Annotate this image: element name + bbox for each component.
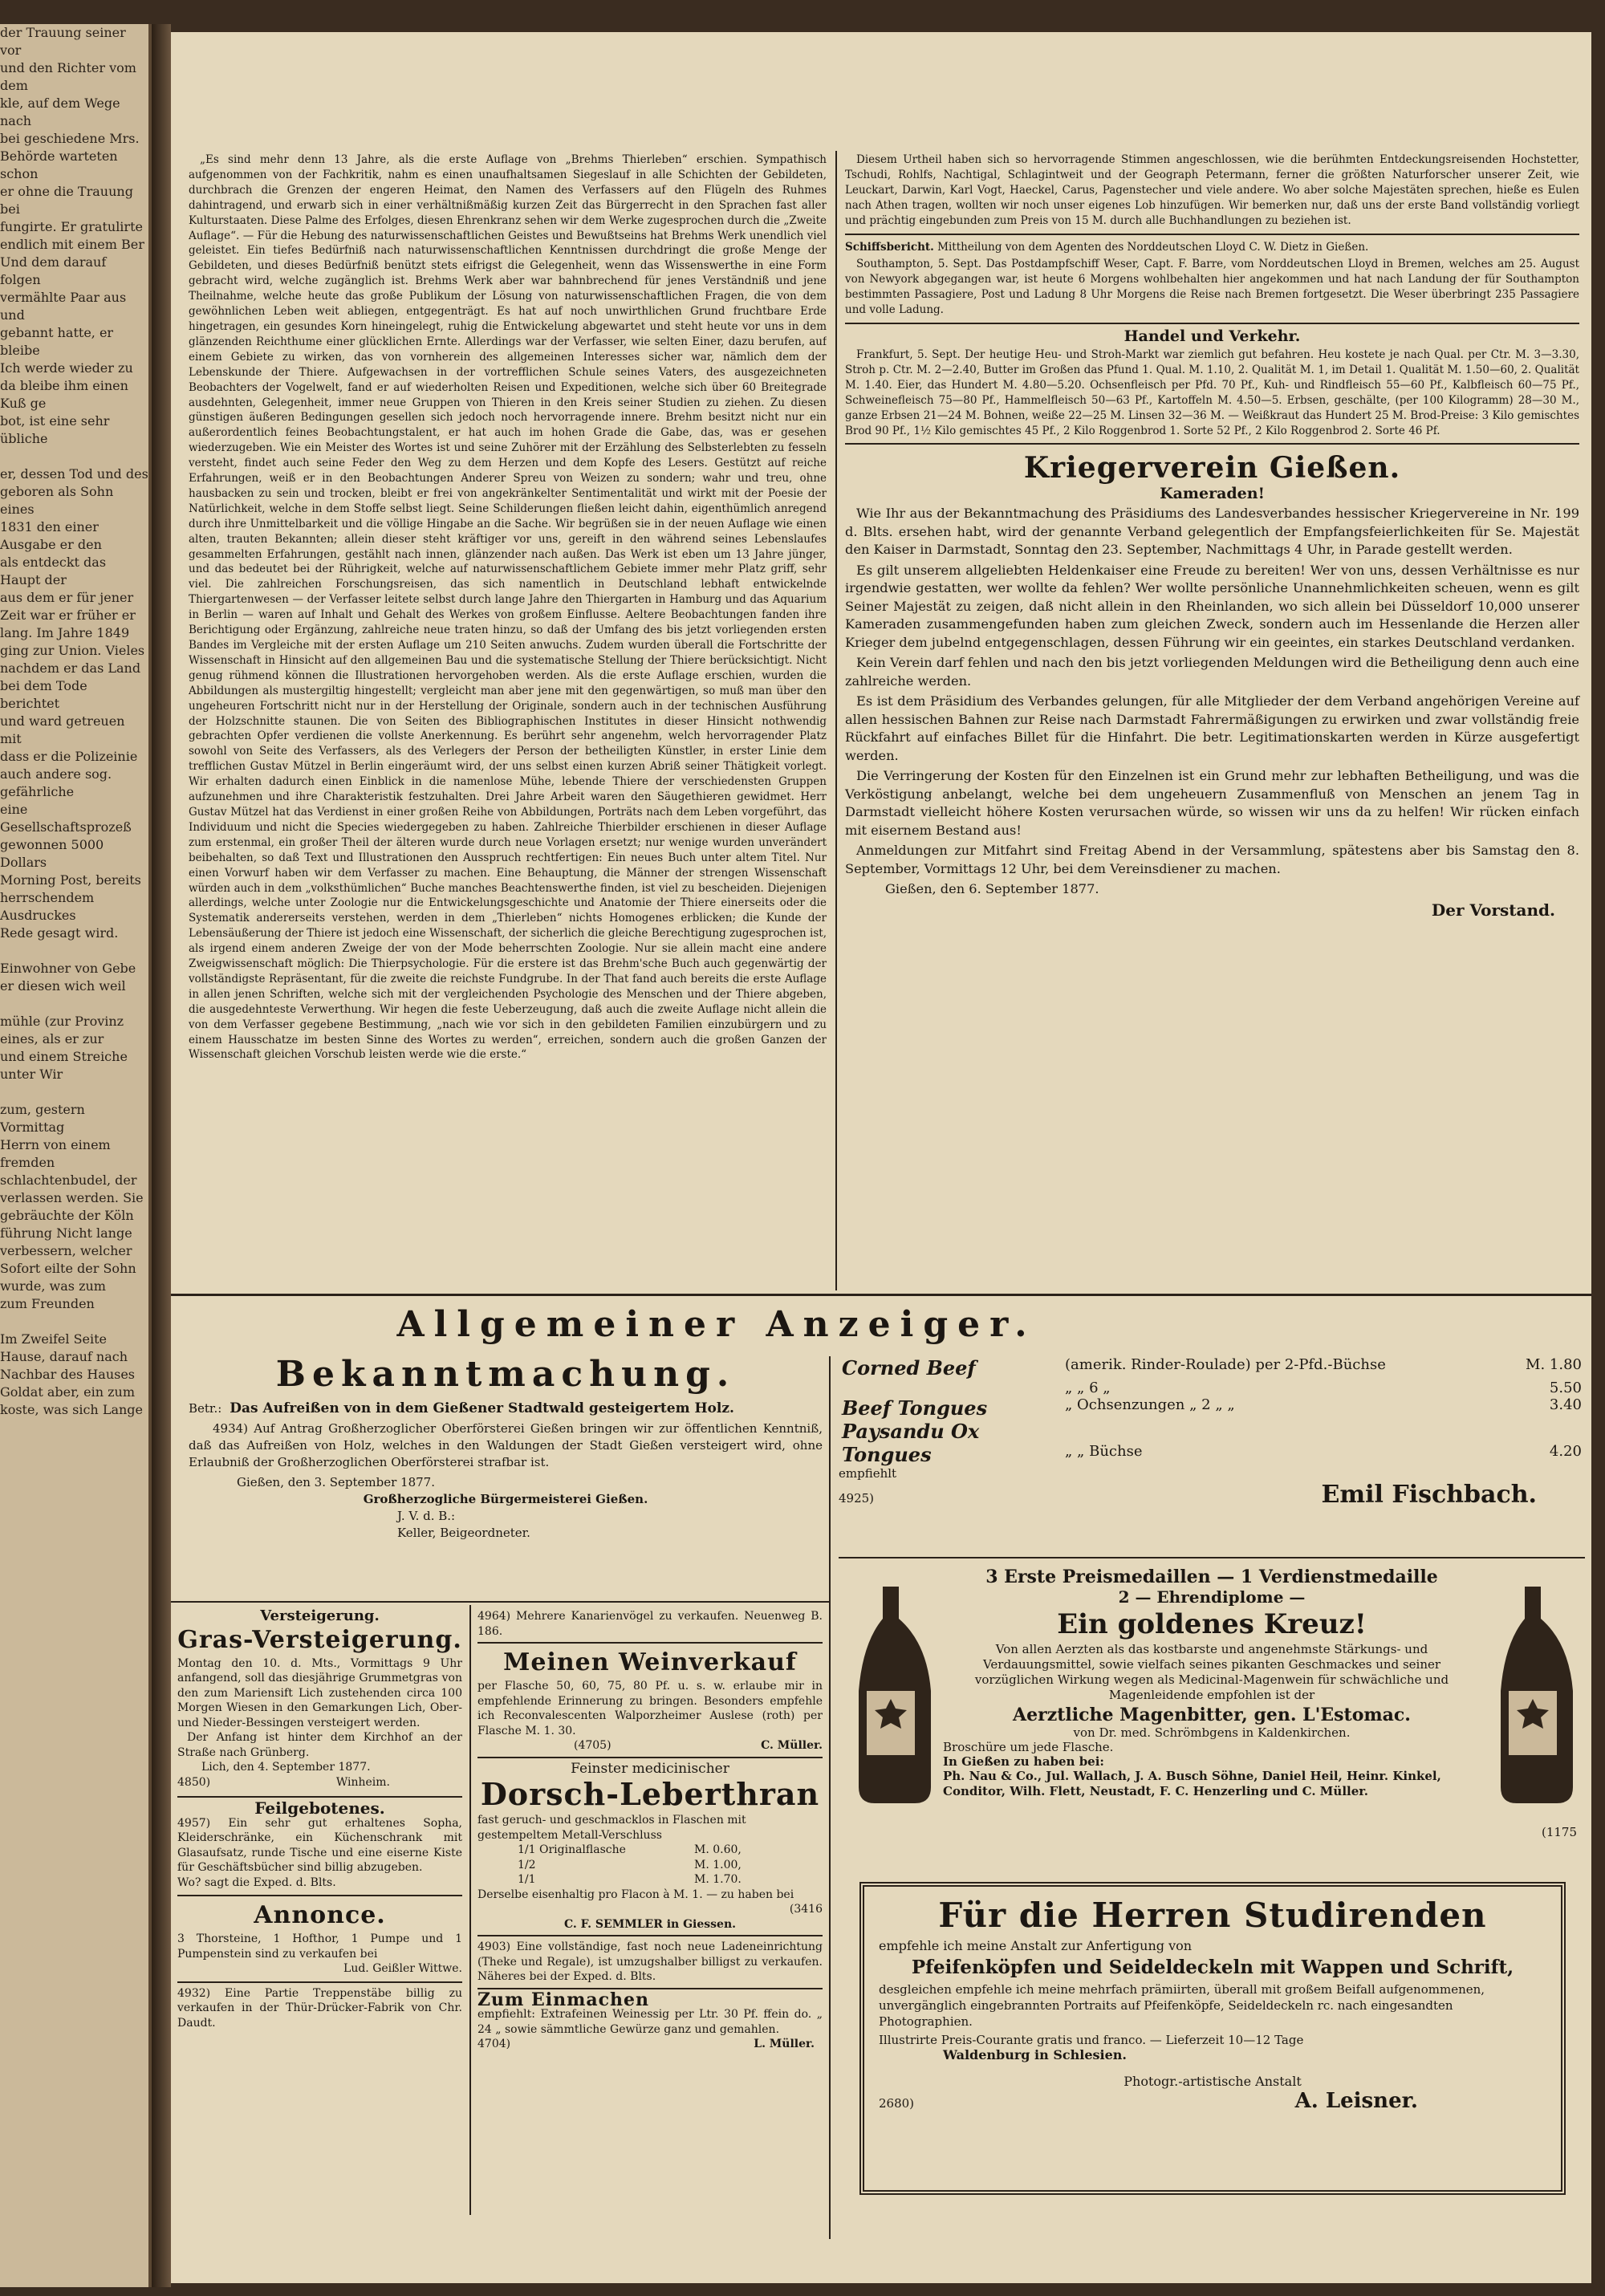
golden-cross-description: Von allen Aerzten als das kostbarste und angenehmste Stärkungs- und Verdauungsmittel, sowie vielfach seines pikanten Geschmackes und seiner vorzüglichen Wirkung wegen als Medicinal-Magenwein für schwächliche und Magenleidende empfohlen ist der [974, 1642, 1449, 1702]
left-page-line: eines, als er zur [0, 1031, 104, 1046]
veterans-greeting: Kameraden! [1160, 485, 1265, 503]
left-page-line: geboren als Sohn eines [0, 484, 114, 517]
left-page-line: Zeit war er früher er [0, 608, 136, 623]
left-page-line: Im Zweifel Seite [0, 1331, 108, 1347]
notice-date: Gießen, den 3. September 1877. [237, 1475, 435, 1489]
canary-ad: 4964) Mehrere Kanarienvögel zu verkaufen. Neuenweg B. 186. [477, 1610, 823, 1638]
cod-liver-oil-number: (3416 [789, 1903, 823, 1916]
left-page-line: nachdem er das Land [0, 660, 141, 676]
veterans-paragraph: Anmeldungen zur Mitfahrt sind Freitag Abend in der Versammlung, spätestens aber bis Samstag den 8. September, Vormittags 12 Uhr, bei dem Vereinsdiener zu machen. [845, 843, 1579, 876]
trade-market-report: Frankfurt, 5. Sept. Der heutige Heu- und Stroh-Markt war ziemlich gut befahren. Heu kostete je nach Qual. per Ctr. M. 3—3.30, Stroh p. Ctr. M. 2—2.40, Butter im Großen das Pfund 1. Qual. M. 1.10, 2. Qualität M. 1, im Detail 1. Qualität M. 1.50—60, 2. Qualität M. 1.40. Eier, das Hundert M. 4.80—5.20. Ochsenfleisch per Pfd. 70 Pf., Kuh- und Rindfleisch 55—60 Pf., Kalbfleisch 60—75 Pf., Schweinefleisch 75—80 Pf., Hammelfleisch 50—63 Pf., Kartoffeln M. 4.50—5. Erbsen, geschälte, (per 100 Kilogramm) 28—30 M., ganze Erbsen 21—24 M. Bohnen, weiße 22—25 M. Linsen 32—36 M. — Weißkraut das Hundert 25 M. Brod-Preise: 3 Kilo gemischtes Brod 90 Pf., 1½ Kilo gemischtes 45 Pf., 2 Kilo Roggenbrod 1. Sorte 52 Pf., 2 Kilo Roggenbrod 2. Sorte 46 Pf. [845, 347, 1579, 437]
left-page-line: Einwohner von Gebe [0, 961, 136, 976]
left-page-line: schlachtenbudel, der [0, 1172, 137, 1188]
shipping-report-source: Mittheilung von dem Agenten des Norddeutschen Lloyd C. W. Dietz in Gießen. [937, 240, 1369, 254]
veterans-signature: Der Vorstand. [1431, 900, 1555, 920]
for-sale-heading: Feilgebotenes. [254, 1798, 385, 1818]
brochure-note: Broschüre um jede Flasche. [943, 1740, 1114, 1754]
left-page-line: Morning Post, bereits [0, 872, 141, 888]
left-page-line: führung Nicht lange [0, 1225, 132, 1241]
bottle-illustration-left [847, 1587, 935, 1803]
newspaper-page [171, 32, 1591, 2283]
brehm-review-column [189, 152, 827, 1276]
for-sale-body: 4957) Ein sehr gut erhaltenes Sopha, Kleiderschränke, ein Küchenschrank mit Glasaufsatz, runde Tische und eine eiserne Kiste für Geschäftsbücher sind billig abzugeben. [177, 1816, 462, 1874]
left-page-line: aus dem er für jener [0, 590, 134, 605]
left-page-line [0, 448, 148, 465]
left-page-line: als entdeckt das Haupt der [0, 555, 107, 587]
notice-signature: Keller, Beigeordneter. [397, 1526, 530, 1540]
left-page-line: Goldat aber, ein zum [0, 1384, 136, 1400]
product-name: Tongues [842, 1443, 932, 1466]
left-page-line [0, 1313, 148, 1331]
product-name: Paysandu Ox [842, 1420, 980, 1443]
book-gutter [152, 24, 171, 2287]
left-page-line: koste, was sich Lange [0, 1402, 143, 1417]
students-ad-pricelist: Illustrirte Preis-Courante gratis und franco. — Lieferzeit 10—12 Tage [879, 2033, 1304, 2047]
bottle-size: 1/1 [518, 1873, 536, 1886]
brehm-review-text: „Es sind mehr denn 13 Jahre, als die erste Auflage von „Brehms Thierleben“ erschien. Sympathisch aufgenommen von der Fachkritik, nahm es einen unaufhaltsamen Siegeslauf in alle Schichten der Gebildeten, durchbrach die Grenzen der engeren Heimat, den Namen des Verfassers auf den Flügeln des Ruhmes dahintragend, und erwarb sich in einer verhältnißmäßig kurzen Zeit das Bürgerrecht in den Sprachen fast aller Kulturstaaten. Diese Palme des Erfolges, diesen Ehrenkranz sehen wir dem Werke zugesprochen durch die „Zweite Auflage“. — Für die Hebung des naturwissenschaftlichen Geistes und Bewußtseins hat Brehms Werk unendlich viel geleistet. Ein tiefes Bedürfniß nach naturwissenschaftlichen Kenntnissen durchdringt die große Menge der Gebildeten, und dieses Bedürfniß benützt stets eifrigst die Gelegenheit, wenn das Wissenswerthe in eine Form gebracht wird, welche zugänglich ist. Brehms Werk aber war bahnbrechend für jenes Verständniß und jene Theilnahme, welche heute das große Publikum der Lösung von naturwissenschaftlichen Fragen, die von dem gewöhnlichen Leben weit abliegen, entgegenträgt. Es hat auf noch unwirthlichen Grund fruchtbare Erde hingetragen, ein gesundes Korn hineingelegt, ruhig die Entwickelung abgewartet und steht heute vor uns in dem glänzenden Reichthume einer glücklichen Ernte. Allerdings war der Verfasser, wie selten Einer, dazu berufen, auf einem Gebiete zu wirken, das von vornherein des allgemeinen Interesses sicher war, nämlich dem der Lebenskunde der Thiere. Aufgewachsen in der vortrefflichen Schule seines Vaters, des ausgezeichneten Beobachters der Vogelwelt, fand er auf wiederholten Reisen und Expeditionen, welche sich über 60 Breitegrade ausdehnten, Gelegenheit, immer neue Gruppen von Thieren in den Kreis seiner Studien zu ziehen. Zu diesen günstigen äußeren Bedingungen gesellen sich jedoch noch hervorragende innere. Brehm besitzt nicht nur ein außerordentlich feines Beobachtungstalent, er hat auch im hohen Grade die Gabe, das, was er gesehen wiederzugeben. Wie ein Meister des Wortes ist und seine Zuhörer mit der Erzählung des Selbsterlebten zu fesseln versteht, findet auch seine Feder den Weg zu dem Herzen und dem Kopfe des Lesers. Gestützt auf reiche Erfahrungen, weiß er in den Beobachtungen Anderer Spreu von Weizen zu sondern; wahr und treu, ohne hausbacken zu sein und trocken, bleibt er frei von angekränkelter Sentimentalität und wirkt mit der Poesie der Natürlichkeit, welche in dem Stoffe selbst liegt. Seine Schilderungen fließen leicht dahin, eigenthümlich anregend durch ihre Unmittelbarkeit und die völlige Hingabe an die Sache. Wir begrüßen sie in der neuen Auflage wie einen alten, trauten Bekannten; allein dieser steht kräftiger vor uns, gereift in den während seines Lebenslaufes gesammelten Erfahrungen, gestählt nach innen, glänzender nach außen. Das Werk ist eben um 13 Jahre jünger, und das bedeutet bei der Rührigkeit, welche auf naturwissenschaftlichem Gebiete immer mehr Platz griff, sehr viel. Die zahlreichen Forschungsreisen, das sich namentlich in Deutschland lebhaft entwickelnde Thiergartenwesen — der Verfasser leitete selbst durch lange Jahre den Thiergarten in Hamburg und das Aquarium in Berlin — waren auf Inhalt und Gehalt des Werkes von großem Einflusse. Aeltere Beobachtungen fanden ihre Berichtigung oder Ergänzung, zahlreiche neue traten hinzu, so daß der Umfang des bis jetzt vorliegenden ersten Bandes im Vergleiche mit der ersten Auflage um 210 Seiten anwuchs. Zudem wurden überall die Fortschritte der Wissenschaft in Hinsicht auf den allgemeinen Bau und die systematische Stellung der Thiere berücksichtigt. Nicht genug rühmend können die Illustrationen hervorgehoben werden. Als die erste Auflage erschien, wurden die Abbildungen als mustergiltig hingestellt; vergleicht man aber jene mit den gegenwärtigen, so muß man über den ungeheuren Fortschritt nicht nur in der Herstellung der Originale, sondern auch in der technischen Ausführung der Holzschnitte staunen. Die von Seiten des Bibliographischen Institutes in dieser Hinsicht nothwendig gebrachten Opfer verdienen die vollste Anerkennung. Es berührt sehr angenehm, welch hervorragender Platz sowohl von Seite des Verfassers, als des Verlegers der Person der betheiligten Künstler, in erster Linie dem trefflichen Gustav Mützel in Berlin eingeräumt wird, der uns selbst einen kurzen Abriß seiner Thätigkeit vorlegt. Wir erhalten dadurch einen Einblick in die namenlose Mühe, lebende Thiere der verschiedensten Gruppen aufzunehmen und ihre Charakteristik festzuhalten. Drei Jahre Arbeit waren den Säugethieren gewidmet. Herr Gustav Mützel hat das Verdienst in einer großen Reihe von Abbildungen, Porträts nach dem Leben vorgeführt, das Individuum und nicht die Species wiedergegeben zu haben. Zahlreiche Thierbilder erschienen in dieser Auflage zum erstenmal, ein großer Theil der älteren wurde durch neue Vorlagen ersetzt; nur wenige wurden unverändert beibehalten, so daß Text und Illustrationen den Ausspruch rechtfertigen: Ein neues Buch unter altem Titel. Nur einen Vorwurf haben wir dem Verfasser zu machen. Eine Behauptung, die Männer der strengen Wissenschaft würden auch in dem „volksthümlichen“ Buche manches Beachtenswerthe finden, ist viel zu bescheiden. Diejenigen allerdings, welche unter Zoologie nur die Entwickelungsgeschichte und Anatomie der Thiere einerseits oder die Systematik andererseits verstehen, werden in dem „Thierleben“ nichts Homogenes erblicken; die Kunde der Lebensäußerung der Thiere ist jedoch eine Wissenschaft, der sicherlich die gleiche Berechtigung zugesprochen ist, als irgend einem anderen Zweige der von der Mode beherrschten Zoologie. Nur sie allein macht eine andere Zweigwissenschaft möglich: Die Thierpsychologie. Für die erstere ist das Brehm'sche Buch auch gegenwärtig der vollständigste Repräsentant, für die zweite die reichste Fundgrube. In der That fand auch bereits die erste Auflage in allen jenen Schriften, welche sich mit der vergleichenden Psychologie des Menschen und der Thiere abgeben, die ausgedehnteste Verwerthung. Wir hegen die feste Ueberzeugung, daß auch die zweite Auflage nicht allein die von dem Verfasser gegebene Bestimmung, „nach wie vor sich in den gebildeten Familien einzubürgern und zu einem Hausschatze im besten Sinne des Wortes zu werden“, erreichen, sondern auch die großen Ganzen der Wissenschaft gleichen Vorschub leisten werde wie die erste.“ [189, 153, 827, 1062]
cod-liver-oil-seller: C. F. SEMMLER in Giessen. [564, 1917, 736, 1931]
students-ad [859, 1882, 1566, 2195]
general-advertiser-title: Allgemeiner Anzeiger. [396, 1304, 1037, 1345]
grass-auction-date: Lich, den 4. September 1877. [201, 1761, 371, 1774]
product-name: Corned Beef [842, 1356, 976, 1380]
left-page-line: gewonnen 5000 Dollars [0, 837, 104, 870]
product-name [839, 1380, 1062, 1396]
product-description: „ „ 6 „ [1065, 1380, 1111, 1396]
students-ad-title: Für die Herren Studirenden [938, 1896, 1487, 1935]
left-page-line: wurde, was zum [0, 1278, 106, 1294]
veterans-paragraph: Kein Verein darf fehlen und nach den bis jetzt vorliegenden Meldungen wird die Betheiligung denn auch eine zahlreiche werden. [845, 655, 1579, 689]
shipping-report-title: Schiffsbericht. [845, 240, 934, 254]
students-ad-body: desgleichen empfehle ich meine mehrfach prämiirten, überall mit großem Beifall aufgenommenen, unvergänglich eingebrannten Portraits auf Pfeifenköpfe, Seideldeckeln rc. nach eingesandten Photographien. [879, 1982, 1485, 2029]
shipping-report-body: Southampton, 5. Sept. Das Postdampfschiff Weser, Capt. F. Barre, vom Norddeutschen Lloyd in Bremen, welches am 25. August von Newyork abgegangen war, ist heute 6 Morgens wohlbehalten hier angekommen und hat nach Landung der für Southampton bestimmten Passagiere, Post und Ladung 8 Uhr Morgens die Reise nach Bremen fortgesetzt. Die Weser überbringt 235 Passagiere und volle Ladung. [845, 258, 1579, 317]
auction-heading: Versteigerung. [260, 1607, 380, 1624]
section-divider [171, 1294, 1591, 1296]
notice-authority: Großherzogliche Bürgermeisterei Gießen. [363, 1492, 648, 1506]
left-page-line: Hause, darauf nach [0, 1349, 128, 1364]
golden-cross-ad [839, 1567, 1585, 1871]
cod-liver-oil-title: Dorsch-Leberthran [480, 1776, 820, 1812]
golden-cross-ad-number: (1175 [1541, 1825, 1577, 1839]
product-description: „ Ochsenzungen „ 2 „ „ [1065, 1396, 1235, 1413]
wine-sale-number: (4705) [574, 1739, 612, 1752]
grass-auction-number: 4850) [177, 1775, 211, 1789]
left-page-line: verlassen werden. Sie [0, 1190, 144, 1205]
veterans-paragraph: Die Verringerung der Kosten für den Einzelnen ist ein Grund mehr zur lebhaften Betheiligung, und was die Verköstigung anbelangt, welche bei dem ungeheuern Zusammenfluß von Menschen an jenem Tag in Darmstadt vielleicht höhere Kosten verursachen würde, so wissen wir uns da zu helfen! Wir rücken einfach mit eisernem Bestand aus! [845, 768, 1579, 838]
review-endorsement-text: Diesem Urtheil haben sich so hervorragende Stimmen angeschlossen, wie die berühmten Entdeckungsreisenden Hochstetter, Tschudi, Rohlfs, Nachtigal, Schlagintweit und der Geograph Petermann, ferner die größten Naturforscher unserer Zeit, wie Leuckart, Darwin, Karl Vogt, Haeckel, Carus, Pagenstecher und viele andere. Wo aber solche Majestäten sprechen, hieße es Eulen nach Athen tragen, wollten wir noch unser eigenes Lob hinzufügen. Wir bemerken nur, daß uns der erste Band vollständig vorliegt und prächtig eingebunden zum Preis von 15 M. durch alle Buchhandlungen zu beziehen ist. [845, 153, 1579, 227]
corned-beef-row [839, 1443, 1585, 1466]
right-news-column [845, 152, 1579, 921]
price-row [518, 1872, 823, 1888]
left-page-line: bot, ist eine sehr übliche [0, 413, 110, 446]
students-ad-signature: A. Leisner. [1294, 2089, 1418, 2113]
for-sale-ask: Wo? sagt die Exped. d. Blts. [177, 1875, 336, 1889]
left-page-line: Nachbar des Hauses [0, 1367, 136, 1382]
left-page-fragment [0, 24, 152, 2287]
cod-liver-oil-footer: Derselbe eisenhaltig pro Flacon à M. 1. — zu haben bei [477, 1888, 794, 1901]
trade-section-title: Handel und Verkehr. [1124, 327, 1301, 346]
left-page-line: Ausgabe er den [0, 537, 102, 552]
veterans-club-title: Kriegerverein Gießen. [1023, 451, 1401, 486]
grass-auction-title: Gras-Versteigerung. [177, 1625, 462, 1654]
preserving-signature: L. Müller. [754, 2038, 815, 2050]
left-page-line: bei geschiedene Mrs. [0, 131, 140, 146]
diplomas-line: 2 — Ehrendiplome — [1118, 1587, 1306, 1607]
price-row [518, 1843, 823, 1858]
product-name: Beef Tongues [842, 1396, 988, 1420]
left-page-line: kle, auf dem Wege nach [0, 95, 120, 128]
shop-fittings-ad: 4903) Eine vollständige, fast noch neue Ladeneinrichtung (Theke und Regale), ist umzugshalber billigst zu verkaufen. Näheres bei der Exped. d. Blts. [477, 1940, 823, 1983]
left-page-line: vermählte Paar aus und [0, 290, 127, 323]
left-page-line: der Trauung seiner vor [0, 25, 126, 58]
left-page-line: Sofort eilte der Sohn [0, 1261, 136, 1276]
veterans-paragraph: Es gilt unserem allgeliebten Heldenkaiser eine Freude zu bereiten! Wer von uns, dessen Verhältnisse es nur irgendwie gestatten, wer wollte da fehlen? Wer wollte persönliche Unannehmlichkeiten scheuen, wenn es gilt Seiner Majestät zu zeigen, daß nicht allein in den Rheinlanden, wo sich allein bei Düsseldorf 10,000 unserer Kameraden zusammengefunden haben zum gleichen Zweck, sondern auch im Hessenlande die Herzen aller Krieger dem jubelnd entgegenschlagen, dessen Führung wir ein geeintes, ein starkes Deutschland verdanken. [845, 562, 1579, 650]
annonce-signature: Lud. Geißler Wittwe. [343, 1962, 462, 1975]
notice-body: 4934) Auf Antrag Großherzoglicher Oberförsterei Gießen bringen wir zur öffentlichen Kenntniß, daß das Aufreißen von Holz, welches in den Waldungen der Stadt Gießen versteigert wird, ohne Erlaubniß der Großherzoglichen Oberförsterei strafbar ist. [189, 1421, 823, 1469]
bottle-price: M. 1.00, [694, 1858, 742, 1871]
left-page-line: und einem Streiche [0, 1049, 128, 1064]
product-price: 4.20 [1549, 1443, 1582, 1460]
left-page-line: endlich mit einem Ber [0, 237, 144, 252]
sellers-intro: In Gießen zu haben bei: [943, 1754, 1104, 1769]
notice-reference-label: Betr.: [189, 1401, 222, 1416]
price-row [518, 1858, 823, 1873]
left-page-line: 1831 den einer [0, 519, 99, 534]
left-page-line: gebannt hatte, er bleibe [0, 325, 114, 358]
stair-rods-ad: 4932) Eine Partie Treppenstäbe billig zu verkaufen in der Thür-Drücker-Fabrik von Chr. Daudt. [177, 1986, 462, 2030]
annonce-title: Annonce. [254, 1901, 386, 1929]
left-page-line [0, 995, 148, 1013]
left-page-line: und den Richter vom dem [0, 60, 136, 93]
wine-column [477, 1609, 823, 2052]
wine-sale-body: per Flasche 50, 60, 75, 80 Pf. u. s. w. erlaube mir in empfehlende Erinnerung zu bringen. Besonders empfehle ich Reconvalescenten Walporzheimer Auslese (roth) per Flasche M. 1. 30. [477, 1680, 823, 1737]
medals-line: 3 Erste Preismedaillen — 1 Verdienstmedaille [985, 1567, 1438, 1587]
left-page-line [0, 1083, 148, 1101]
product-price: 5.50 [1549, 1380, 1582, 1396]
bottle-illustration-right [1489, 1587, 1577, 1803]
veterans-paragraph: Wie Ihr aus der Bekanntmachung des Präsidiums des Landesverbandes hessischer Kriegervereine in Nr. 199 d. Blts. ersehen habt, wird der genannte Verband gelegentlich der Empfangsfeierlichkeiten für Se. Majestät den Kaiser in Darmstadt, Sonntag den 23. September, Nachmittags 4 Uhr, in Parade gestellt werden. [845, 506, 1579, 558]
left-page-line: auch andere sog. gefährliche [0, 766, 112, 799]
left-page-line: und ward getreuen mit [0, 713, 125, 746]
ad-divider [171, 1601, 829, 1603]
notice-deputy-label: J. V. d. B.: [397, 1509, 456, 1523]
students-ad-place: Waldenburg in Schlesien. [943, 2047, 1127, 2062]
left-page-line: ging zur Union. Vieles [0, 643, 145, 658]
bottle-size: 1/1 Originalflasche [518, 1843, 626, 1856]
left-page-line: gebräuchte der Köln [0, 1208, 134, 1223]
left-page-line: Ich werde wieder zu [0, 360, 133, 376]
corned-beef-row [839, 1420, 1585, 1443]
students-ad-institute: Photogr.-artistische Anstalt [1124, 2074, 1302, 2089]
auction-column [177, 1609, 462, 2030]
students-ad-main: Pfeifenköpfen und Seideldeckeln mit Wappen und Schrift, [911, 1957, 1514, 1978]
left-page-line: er diesen wich weil [0, 978, 126, 994]
notice-subject: Das Aufreißen von in dem Gießener Stadtwald gesteigertem Holz. [230, 1400, 734, 1416]
students-ad-number: 2680) [879, 2096, 915, 2111]
column-divider [835, 151, 837, 1290]
veterans-date: Gießen, den 6. September 1877. [885, 881, 1099, 897]
cod-liver-oil-pretitle: Feinster medicinischer [571, 1760, 729, 1777]
product-description: (amerik. Rinder-Roulade) per 2-Pfd.-Büchse [1065, 1356, 1386, 1373]
ad-divider [839, 1557, 1585, 1558]
left-page-line [0, 942, 148, 960]
left-page-line: er ohne die Trauung bei [0, 184, 133, 217]
column-divider [829, 1356, 831, 2239]
left-page-line: zum, gestern Vormittag [0, 1102, 85, 1135]
students-ad-intro: empfehle ich meine Anstalt zur Anfertigung von [879, 1938, 1193, 1953]
wine-sale-title: Meinen Weinverkauf [503, 1648, 797, 1676]
corned-beef-ad-number: 4925) [839, 1491, 875, 1506]
left-page-line: fungirte. Er gratulirte [0, 219, 143, 234]
annonce-body: 3 Thorsteine, 1 Hofthor, 1 Pumpe und 1 Pumpenstein sind zu verkaufen bei [177, 1932, 462, 1961]
left-page-line: eine Gesellschaftsprozeß [0, 802, 132, 835]
bottle-size: 1/2 [518, 1858, 536, 1871]
corned-beef-signature: Emil Fischbach. [1321, 1481, 1537, 1509]
preserving-title: Zum Einmachen [477, 1989, 650, 2010]
bottle-price: M. 1.70. [694, 1873, 742, 1886]
left-page-line: unter Wir [0, 1067, 63, 1082]
column-divider [469, 1605, 471, 2215]
product-name: Aerztliche Magenbitter, gen. L'Estomac. [1013, 1705, 1411, 1725]
left-page-line: er, dessen Tod und des [0, 466, 148, 482]
left-page-line: mühle (zur Provinz [0, 1014, 124, 1029]
cod-liver-oil-prices [477, 1843, 823, 1888]
golden-cross-title: Ein goldenes Kreuz! [1057, 1608, 1367, 1640]
left-page-line: da bleibe ihm einen Kuß ge [0, 378, 128, 411]
wine-sale-signature: C. Müller. [761, 1739, 823, 1752]
corned-beef-row [839, 1380, 1585, 1396]
grass-auction-note: Der Anfang ist hinter dem Kirchhof an der Straße nach Grünberg. [177, 1731, 462, 1759]
sellers-list: Ph. Nau & Co., Jul. Wallach, J. A. Busch Söhne, Daniel Heil, Heinr. Kinkel, Conditor, Wilh. Flett, Neustadt, F. C. Henzerling und C. Müller. [943, 1769, 1441, 1798]
left-page-line: Herrn von einem fremden [0, 1137, 111, 1170]
left-page-line: lang. Im Jahre 1849 [0, 625, 130, 640]
corned-beef-recommends: empfiehlt [839, 1466, 897, 1481]
product-price [1501, 1420, 1585, 1443]
notice-announcement [189, 1352, 823, 1542]
notice-title: Bekanntmachung. [275, 1354, 736, 1395]
left-page-line: Rede gesagt wird. [0, 925, 119, 941]
cod-liver-oil-body: fast geruch- und geschmacklos in Flaschen mit gestempeltem Metall-Verschluss [477, 1814, 746, 1842]
left-page-line: herrschendem Ausdruckes [0, 890, 95, 923]
preserving-body: empfiehlt: Extrafeinen Weinessig per Ltr. 30 Pf. ffein do. „ 24 „ sowie sämmtliche Gewürze ganz und gemahlen. [477, 2008, 823, 2036]
left-page-line: Behörde warteten schon [0, 148, 118, 181]
grass-auction-body: Montag den 10. d. Mts., Vormittags 9 Uhr anfangend, soll das diesjährige Grummetgras von den zum Mariensift Lich zustehenden circa 100 Morgen Wiesen in den Gemarkungen Lich, Ober- und Nieder-Bessingen versteigert werden. [177, 1656, 462, 1729]
corned-beef-row [839, 1396, 1585, 1420]
product-description: „ „ Büchse [1065, 1443, 1143, 1460]
corned-beef-ad [839, 1356, 1585, 1509]
left-page-line: dass er die Polizeinie [0, 749, 138, 764]
grass-auction-signature: Winheim. [335, 1775, 390, 1789]
left-page-line: zum Freunden [0, 1296, 95, 1311]
veterans-paragraph: Es ist dem Präsidium des Verbandes gelungen, für alle Mitglieder der dem Verband angehörigen Vereine auf allen hessischen Bahnen zur Reise nach Darmstadt Fahrermäßigungen zu erwirken und zwar vollständig freie Rückfahrt auf einfaches Billet für die Hinfahrt. Die betr. Legitimationskarten werden in Kürze ausgefertigt werden. [845, 693, 1579, 763]
product-maker: von Dr. med. Schrömbgens in Kaldenkirchen. [1073, 1725, 1351, 1740]
product-price: 3.40 [1549, 1396, 1582, 1413]
left-page-line: verbessern, welcher [0, 1243, 132, 1258]
left-page-line: Und dem darauf folgen [0, 254, 107, 287]
preserving-number: 4704) [477, 2038, 511, 2050]
bottle-price: M. 0.60, [694, 1843, 742, 1856]
left-page-line: bei dem Tode berichtet [0, 678, 87, 711]
corned-beef-row [839, 1356, 1585, 1380]
product-price: M. 1.80 [1526, 1356, 1582, 1373]
product-description [1062, 1420, 1501, 1443]
